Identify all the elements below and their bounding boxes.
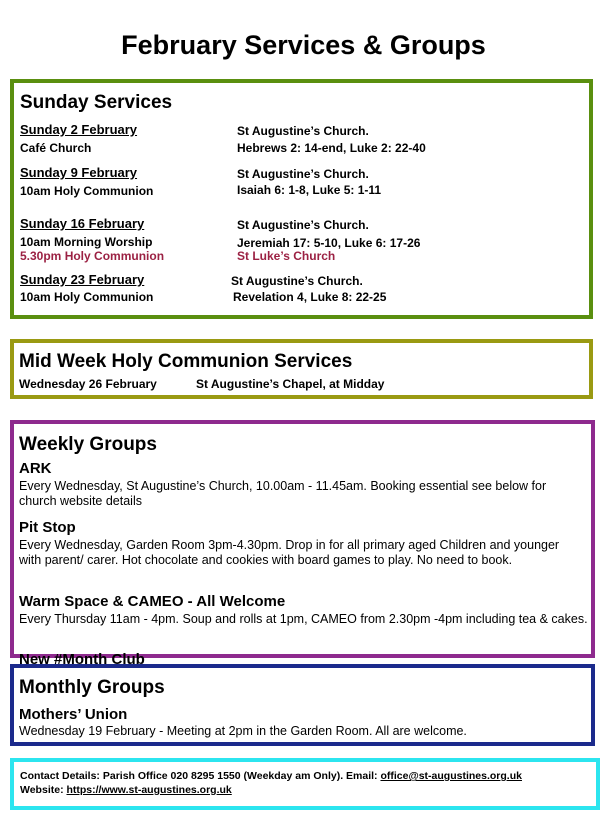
sunday-date: Sunday 2 February — [20, 122, 138, 137]
sunday-reading: Hebrews 2: 14-end, Luke 2: 22-40 — [237, 141, 426, 155]
page-title: February Services & Groups — [121, 30, 486, 60]
weekly-groups-heading: Weekly Groups — [19, 434, 157, 455]
sunday-date: Sunday 23 February — [20, 272, 145, 287]
sunday-location: St Augustine’s Church. — [237, 167, 369, 181]
website-label: Website: — [20, 784, 67, 796]
sunday-reading: Isaiah 6: 1-8, Luke 5: 1-11 — [237, 183, 382, 197]
sunday-service: 10am Holy Communion — [20, 290, 154, 304]
contact-prefix: Contact Details: Parish Office 020 8295 1550 (Weekday am Only). Email: — [20, 770, 381, 782]
group-name: Mothers’ Union — [19, 706, 128, 723]
contact-line — [20, 770, 522, 782]
sunday-date: Sunday 9 February — [20, 165, 138, 180]
midweek-location: St Augustine’s Chapel, at Midday — [196, 377, 385, 391]
sunday-date: Sunday 16 February — [20, 216, 145, 231]
group-name: ARK — [19, 460, 52, 477]
sunday-location-evening: St Luke’s Church — [237, 249, 336, 263]
monthly-groups-box — [10, 664, 595, 746]
website-line — [20, 784, 232, 796]
sunday-location: St Augustine’s Church. — [237, 218, 369, 232]
sunday-service: Café Church — [20, 141, 92, 155]
sunday-reading: Jeremiah 17: 5-10, Luke 6: 17-26 — [237, 236, 421, 250]
group-description: Every Wednesday, Garden Room 3pm-4.30pm. Drop in for all primary aged Children and younger with parent/ carer. Hot chocolate and cookies with board games to play. No need to book. — [19, 538, 560, 567]
sunday-service: 10am Morning Worship — [20, 235, 153, 249]
sunday-service: 10am Holy Communion — [20, 184, 154, 198]
sunday-services-heading: Sunday Services — [20, 92, 173, 113]
cutoff-group-name: New #Month Club — [19, 651, 145, 668]
midweek-date: Wednesday 26 February — [19, 377, 157, 391]
group-description: Every Wednesday, St Augustine’s Church, 10.00am - 11.45am. Booking essential see below for church website details — [19, 479, 547, 508]
group-description: Every Thursday 11am - 4pm. Soup and rolls at 1pm, CAMEO from 2.30pm -4pm including tea & cakes. — [19, 612, 588, 626]
weekly-groups-box — [10, 420, 595, 668]
midweek-services-box — [10, 339, 593, 399]
sunday-services-box — [10, 79, 593, 319]
monthly-groups-heading: Monthly Groups — [19, 677, 165, 698]
contact-box — [10, 758, 600, 810]
group-description: Wednesday 19 February - Meeting at 2pm in the Garden Room. All are welcome. — [19, 724, 467, 738]
sunday-service-evening: 5.30pm Holy Communion — [20, 249, 165, 263]
website-link[interactable]: https://www.st-augustines.org.uk — [66, 784, 232, 796]
sunday-location: St Augustine’s Church. — [237, 124, 369, 138]
midweek-heading: Mid Week Holy Communion Services — [19, 351, 353, 372]
email-link[interactable]: office@st-augustines.org.uk — [380, 770, 522, 782]
sunday-reading: Revelation 4, Luke 8: 22-25 — [233, 290, 387, 304]
group-name: Pit Stop — [19, 519, 76, 536]
group-name: Warm Space & CAMEO - All Welcome — [19, 593, 286, 610]
sunday-location: St Augustine’s Church. — [231, 274, 363, 288]
